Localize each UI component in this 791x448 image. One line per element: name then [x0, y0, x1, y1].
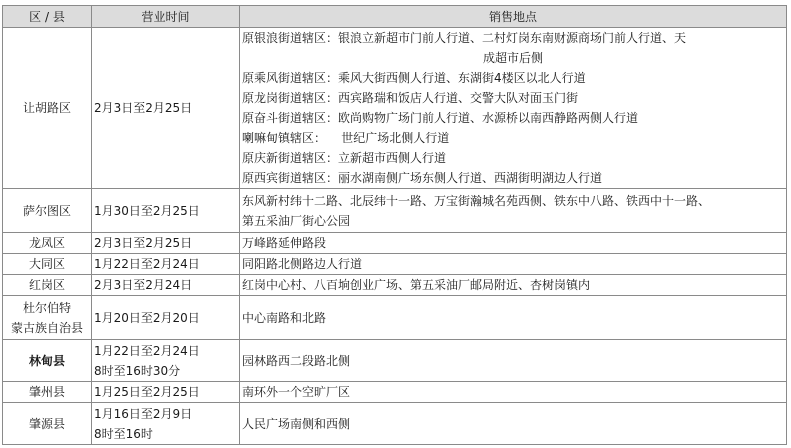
hours-cell — [92, 296, 240, 340]
header-district: 区 / 县 — [3, 6, 92, 28]
location-cell — [240, 382, 787, 403]
location-cell — [240, 28, 787, 189]
location-line: 成超市后侧 — [482, 51, 543, 65]
location-line: 东风新村纬十二路、北辰纬十一路、万宝街瀚城名苑西侧、铁东中八路、铁西中十一路、 — [242, 193, 711, 208]
location-cell — [240, 189, 787, 233]
district-cell: 让胡路区 — [3, 28, 92, 189]
hours-cell — [92, 233, 240, 254]
table-row — [3, 275, 787, 296]
table-row — [3, 254, 787, 275]
district-cell: 肇源县 — [3, 403, 92, 445]
district-cell: 林甸县 — [3, 340, 92, 382]
location-line: 中心南路和北路 — [242, 310, 327, 325]
location-line: 原银浪街道辖区：银浪立新超市门前人行道、二村灯岗东南财源商场门前人行道、天 — [242, 31, 687, 45]
location-cell — [240, 254, 787, 275]
table-row — [3, 296, 787, 340]
hours-line: 1月20日至2月20日 — [94, 310, 200, 325]
hours-cell — [92, 189, 240, 233]
table-row — [3, 403, 787, 445]
hours-line: 1月22日至2月24日 — [94, 257, 200, 271]
hours-cell — [92, 275, 240, 296]
sales-table — [2, 5, 787, 445]
hours-line: 1月25日至2月25日 — [94, 385, 200, 399]
hours-line: 8时至16时 — [94, 426, 153, 441]
hours-line: 2月3日至2月25日 — [94, 236, 193, 250]
table-row — [3, 189, 787, 233]
location-line: 原奋斗街道辖区：欧尚购物广场门前人行道、水源桥以南西静路两侧人行道 — [242, 111, 639, 125]
hours-cell — [92, 254, 240, 275]
location-line: 喇嘛甸镇辖区： 世纪广场北侧人行道 — [242, 131, 450, 145]
location-line: 万峰路延伸路段 — [242, 236, 327, 250]
location-line: 南环外一个空旷厂区 — [242, 385, 351, 399]
district-cell: 肇州县 — [3, 382, 92, 403]
location-cell — [240, 296, 787, 340]
location-line: 原龙岗街道辖区：西宾路瑞和饭店人行道、交警大队对面玉门街 — [242, 91, 579, 105]
location-line: 原乘风街道辖区：乘风大街西侧人行道、东湖街4楼区以北人行道 — [242, 71, 586, 85]
hours-line: 1月22日至2月24日 — [94, 343, 200, 358]
hours-cell — [92, 340, 240, 382]
location-line: 第五采油厂街心公园 — [242, 213, 351, 228]
location-line: 红岗中心村、八百垧创业广场、第五采油厂邮局附近、杏树岗镇内 — [242, 278, 591, 292]
table-row — [3, 382, 787, 403]
district-cell: 大同区 — [3, 254, 92, 275]
hours-line: 1月16日至2月9日 — [94, 406, 193, 421]
table-row — [3, 340, 787, 382]
location-line: 园林路西二段路北侧 — [242, 353, 351, 368]
location-cell — [240, 275, 787, 296]
district-cell: 红岗区 — [3, 275, 92, 296]
hours-line: 8时至16时30分 — [94, 363, 181, 378]
district-cell: 萨尔图区 — [3, 189, 92, 233]
hours-cell — [92, 403, 240, 445]
table-row — [3, 233, 787, 254]
location-cell — [240, 403, 787, 445]
hours-line: 2月3日至2月25日 — [94, 101, 193, 115]
location-cell — [240, 233, 787, 254]
district-cell: 杜尔伯特 蒙古族自治县 — [3, 296, 92, 340]
hours-cell — [92, 382, 240, 403]
location-line: 人民广场南侧和西侧 — [242, 416, 351, 431]
location-line: 原西宾街道辖区：丽水湖南侧广场东侧人行道、西湖街明湖边人行道 — [242, 171, 603, 185]
hours-cell — [92, 28, 240, 189]
location-line: 同阳路北侧路边人行道 — [242, 257, 363, 271]
location-cell — [240, 340, 787, 382]
header-hours: 营业时间 — [92, 6, 240, 28]
header-location: 销售地点 — [240, 6, 787, 28]
hours-line: 2月3日至2月24日 — [94, 278, 193, 292]
location-line: 原庆新街道辖区：立新超市西侧人行道 — [242, 151, 447, 165]
district-cell: 龙凤区 — [3, 233, 92, 254]
hours-line: 1月30日至2月25日 — [94, 203, 200, 218]
table-row — [3, 28, 787, 189]
header-row — [3, 6, 787, 28]
